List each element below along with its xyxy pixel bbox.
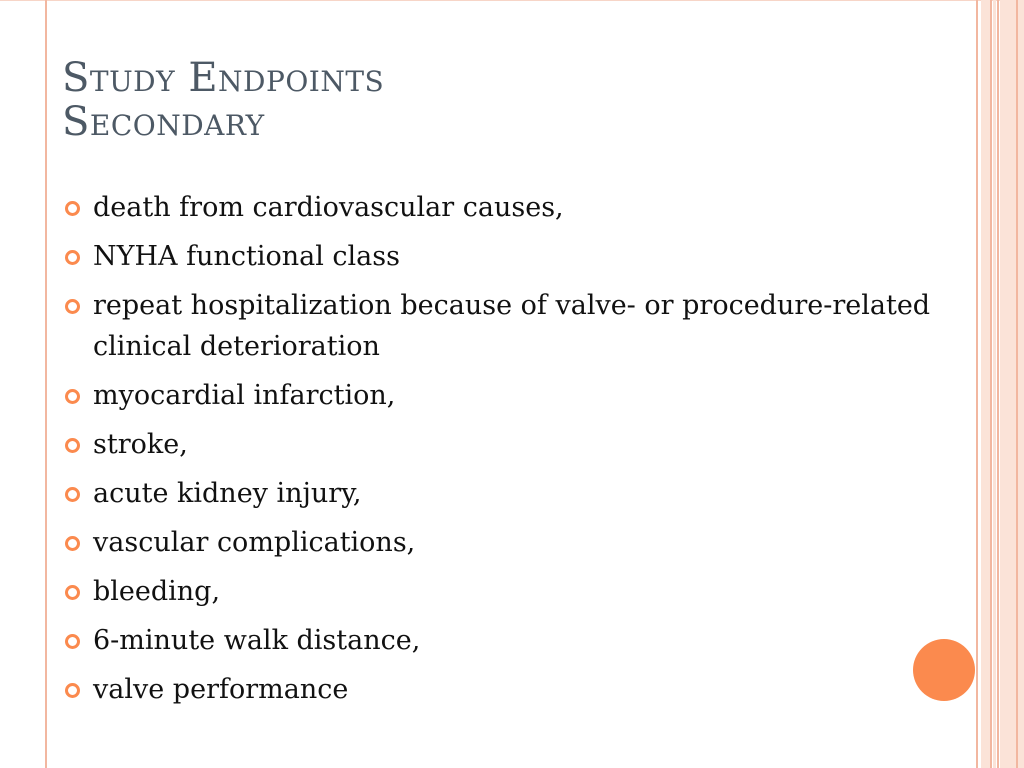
- bullet-list: [62, 187, 942, 718]
- bullet-text: bleeding,: [93, 576, 221, 607]
- slide-title-line-2: Secondary: [62, 99, 265, 145]
- bullet-circle-icon: [65, 487, 80, 502]
- list-item: [62, 285, 942, 367]
- bullet-circle-icon: [65, 250, 80, 265]
- list-item: [62, 473, 942, 514]
- right-band-line: [1016, 0, 1018, 768]
- bullet-circle-icon: [65, 634, 80, 649]
- bullet-circle-icon: [65, 438, 80, 453]
- right-band-fill: [993, 0, 996, 768]
- frame-top-line: [0, 0, 1024, 1]
- list-item: [62, 236, 942, 277]
- bullet-text: repeat hospitalization because of valve- or procedure-related clinical deterioration: [93, 290, 931, 362]
- list-item: [62, 571, 942, 612]
- right-band-line: [990, 0, 992, 768]
- frame-left-line: [45, 0, 47, 768]
- bullet-text: 6-minute walk distance,: [93, 625, 421, 656]
- bullet-text: death from cardiovascular causes,: [93, 192, 564, 223]
- list-item: [62, 620, 942, 661]
- right-band-line: [997, 0, 999, 768]
- bullet-text: myocardial infarction,: [93, 380, 396, 411]
- right-band-fill: [1000, 0, 1024, 768]
- bullet-circle-icon: [65, 683, 80, 698]
- list-item: [62, 522, 942, 563]
- bullet-text: vascular complications,: [93, 527, 416, 558]
- bullet-circle-icon: [65, 585, 80, 600]
- list-item: [62, 669, 942, 710]
- right-band-fill: [981, 0, 990, 768]
- bullet-circle-icon: [65, 201, 80, 216]
- right-band-line: [976, 0, 978, 768]
- bullet-text: acute kidney injury,: [93, 478, 362, 509]
- list-item: [62, 187, 942, 228]
- bullet-text: NYHA functional class: [93, 241, 400, 272]
- slide-title-line-1: Study Endpoints: [62, 55, 385, 101]
- bullet-circle-icon: [65, 389, 80, 404]
- bullet-circle-icon: [65, 299, 80, 314]
- list-item: [62, 375, 942, 416]
- bullet-text: valve performance: [93, 674, 349, 705]
- bullet-circle-icon: [65, 536, 80, 551]
- slide-title: [62, 56, 384, 144]
- list-item: [62, 424, 942, 465]
- bullet-text: stroke,: [93, 429, 188, 460]
